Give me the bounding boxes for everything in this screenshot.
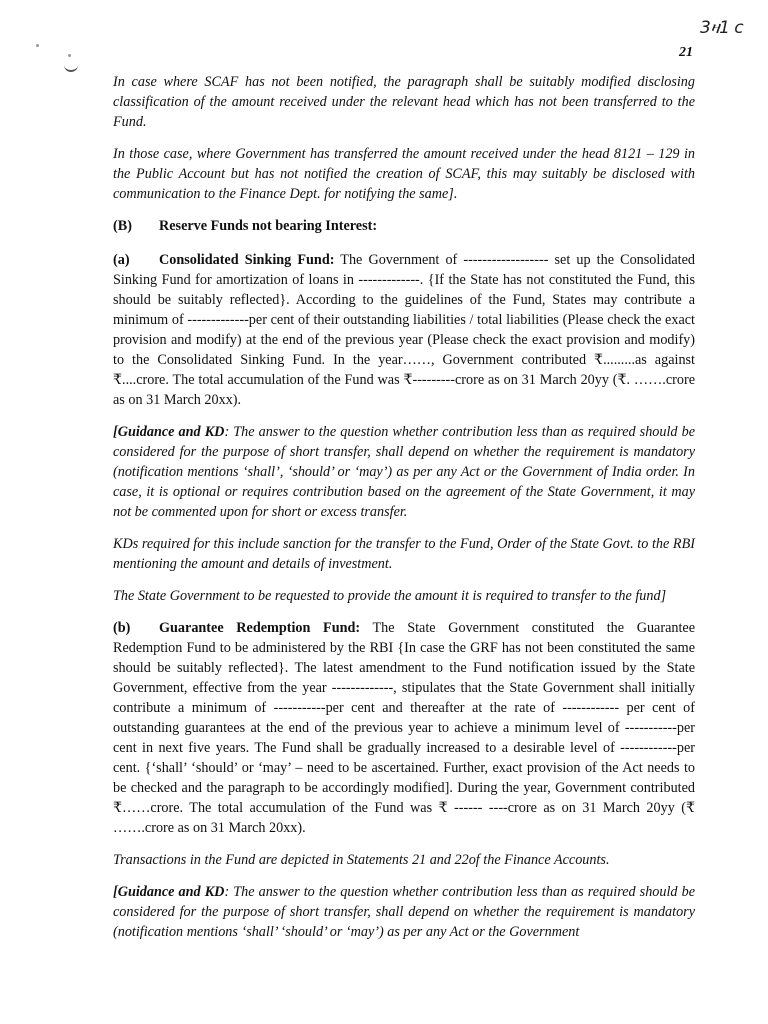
csf-number: (a) [113, 252, 130, 268]
guidance-2-label: [Guidance and KD [113, 884, 225, 900]
csf-body: The Government of ------------------ set up the Consolidated Sinking Fund for amortization of loans in -------------. {If the State has not constituted the Fund, this should be suitably reflected}. According to the guidelines of the Fund, States may contribute a minimum of -------------per cent of their outstanding liabilities / total liabilities (Please check the exact provision and modify) at the end of the previous year (Please check the exact provision and modify) to the Consolidated Sinking Fund. In the year……, Government contributed ₹.........as against ₹....crore. The total accumulation of the Fund was ₹---------crore as on 31 March 20yy (₹. …….crore as on 31 March 20xx). [113, 252, 695, 408]
csf-label: Consolidated Sinking Fund: [159, 252, 335, 268]
guidance-1-label: [Guidance and KD [113, 424, 225, 440]
guidance-1-body: : The answer to the question whether contribution less than as required should be considered for the purpose of short transfer, shall depend on whether the requirement is mandatory (notification mentions ‘shall’, ‘should’ or ‘may’) as per any Act or the Government of India order. In case, it is optional or requires contribution based on the agreement of the State Government, it may not be commented upon for short or excess transfer. [113, 424, 695, 520]
grf-body: The State Government constituted the Guarantee Redemption Fund to be administered by the RBI {In case the GRF has not been constituted the same should be suitably reflected}. The latest amendment to the Fund notification issued by the State Government, effective from the year -------------, stipulates that the State Government shall initially contribute a minimum of -----------per cent and thereafter at the rate of ------------ per cent of outstanding guarantees at the end of the previous year to achieve a minimum level of -----------per cent in next five years. The Fund shall be gradually increased to a desirable level of ------------per cent. {‘shall’ ‘should’ or ‘may’ – need to be ascertained. Further, exact provision of the Act needs to be checked and the paragraph to be accordingly modified]. During the year, Government contributed ₹……crore. The total accumulation of the Fund was ₹ ------ ----crore as on 31 March 20yy (₹ …….crore as on 31 March 20xx). [113, 620, 695, 836]
grf-number: (b) [113, 620, 131, 636]
transactions-note: Transactions in the Fund are depicted in Statements 21 and 22of the Finance Accounts. [113, 852, 610, 868]
guidance-paragraph-1 [113, 422, 695, 522]
guidance-2-body: : The answer to the question whether contribution less than as required should be considered for the purpose of short transfer, shall depend on whether the requirement is mandatory (notification mentions ‘shall’ ‘should’ or ‘may’) as per any Act or the Government [113, 884, 695, 940]
document-body [113, 72, 695, 954]
page-number: 21 [679, 45, 693, 60]
section-b-title: Reserve Funds not bearing Interest: [159, 218, 378, 234]
state-request: The State Government to be requested to provide the amount it is required to transfer to the fund] [113, 588, 667, 604]
guidance-paragraph-2 [113, 882, 695, 942]
guarantee-redemption-fund-paragraph [113, 618, 695, 838]
handwritten-annotation: 3ዛ1 c [700, 18, 744, 38]
consolidated-sinking-fund-paragraph [113, 250, 695, 410]
scaf-note-2: In those case, where Government has transferred the amount received under the head 8121 – 129 in the Public Account but has not notified the creation of SCAF, this may suitably be disclosed with communication to the Finance Dept. for notifying the same]. [113, 146, 695, 202]
kds-required: KDs required for this include sanction for the transfer to the Fund, Order of the State Govt. to the RBI mentioning the amount and details of investment. [113, 536, 695, 572]
scaf-note-1: In case where SCAF has not been notified, the paragraph shall be suitably modified disclosing classification of the amount received under the relevant head which has not been transferred to the Fund. [113, 74, 695, 130]
margin-dot [68, 54, 71, 57]
grf-label: Guarantee Redemption Fund: [159, 620, 361, 636]
margin-mark [64, 62, 78, 72]
margin-dot [36, 44, 39, 47]
section-b-number: (B) [113, 218, 132, 234]
section-b-heading [113, 216, 695, 236]
